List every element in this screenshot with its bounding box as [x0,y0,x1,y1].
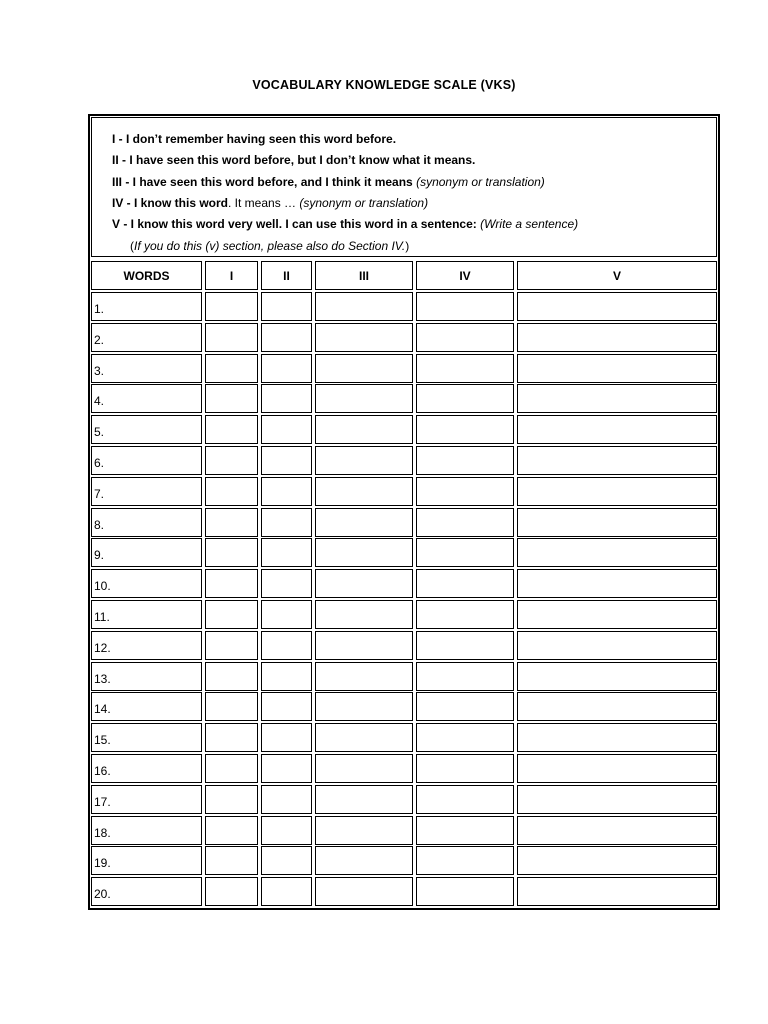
level-1-cell[interactable] [205,446,258,475]
level-2-cell[interactable] [261,877,312,906]
level-4-cell[interactable] [416,785,514,814]
level-5-cell[interactable] [517,446,717,475]
level-4-cell[interactable] [416,415,514,444]
level-3-cell[interactable] [315,446,413,475]
level-5-cell[interactable] [517,816,717,845]
legend-note-open: ( [130,239,134,253]
level-2-cell[interactable] [261,477,312,506]
word-cell: 19. [91,846,202,875]
legend-level-4-hint: (synonym or translation) [299,196,429,210]
level-2-cell[interactable] [261,662,312,691]
word-cell: 14. [91,692,202,721]
level-4-cell[interactable] [416,662,514,691]
level-2-cell[interactable] [261,785,312,814]
level-5-cell[interactable] [517,384,717,413]
level-3-cell[interactable] [315,662,413,691]
word-cell: 2. [91,323,202,352]
level-4-cell[interactable] [416,538,514,567]
word-cell: 13. [91,662,202,691]
level-3-cell[interactable] [315,785,413,814]
level-3-cell[interactable] [315,415,413,444]
level-4-cell[interactable] [416,692,514,721]
level-3-cell[interactable] [315,477,413,506]
header-level-5: V [517,261,717,290]
level-5-cell[interactable] [517,754,717,783]
level-4-cell[interactable] [416,816,514,845]
level-1-cell[interactable] [205,785,258,814]
level-1-cell[interactable] [205,692,258,721]
level-2-cell[interactable] [261,723,312,752]
level-2-cell[interactable] [261,292,312,321]
level-2-cell[interactable] [261,538,312,567]
level-5-cell[interactable] [517,354,717,383]
level-5-cell[interactable] [517,600,717,629]
level-2-cell[interactable] [261,446,312,475]
legend-line-1 [112,132,396,146]
legend-line-6 [130,239,409,253]
legend-line-3 [112,175,545,189]
level-5-cell[interactable] [517,692,717,721]
level-2-cell[interactable] [261,323,312,352]
level-4-cell[interactable] [416,754,514,783]
level-3-cell[interactable] [315,816,413,845]
level-5-cell[interactable] [517,846,717,875]
header-level-2: II [261,261,312,290]
level-4-cell[interactable] [416,292,514,321]
level-4-cell[interactable] [416,569,514,598]
level-3-cell[interactable] [315,354,413,383]
level-1-cell[interactable] [205,477,258,506]
legend-level-4-text: IV - I know this word [112,196,229,210]
level-3-cell[interactable] [315,384,413,413]
level-2-cell[interactable] [261,631,312,660]
word-cell: 9. [91,538,202,567]
level-1-cell[interactable] [205,508,258,537]
legend-level-3-text: III - I have seen this word before, and I think it means [112,175,413,189]
legend-level-5-text: V - I know this word very well. I can use this word in a sentence: [112,217,477,231]
level-3-cell[interactable] [315,538,413,567]
level-3-cell[interactable] [315,508,413,537]
level-3-cell[interactable] [315,292,413,321]
level-5-cell[interactable] [517,569,717,598]
level-2-cell[interactable] [261,384,312,413]
level-5-cell[interactable] [517,631,717,660]
legend-level-5-hint: (Write a sentence) [476,217,579,231]
level-3-cell[interactable] [315,569,413,598]
level-2-cell[interactable] [261,692,312,721]
legend-box [91,117,717,257]
header-level-4: IV [416,261,514,290]
level-5-cell[interactable] [517,323,717,352]
word-cell: 11. [91,600,202,629]
level-2-cell[interactable] [261,754,312,783]
level-1-cell[interactable] [205,816,258,845]
level-5-cell[interactable] [517,415,717,444]
level-1-cell[interactable] [205,415,258,444]
level-4-cell[interactable] [416,846,514,875]
level-1-cell[interactable] [205,754,258,783]
level-5-cell[interactable] [517,662,717,691]
word-cell: 1. [91,292,202,321]
level-3-cell[interactable] [315,877,413,906]
level-2-cell[interactable] [261,354,312,383]
word-cell: 12. [91,631,202,660]
legend-level-3-hint: (synonym or translation) [412,175,545,189]
legend-level-2-text: II - I have seen this word before, but I don’t know what it means. [112,153,476,167]
level-2-cell[interactable] [261,600,312,629]
level-5-cell[interactable] [517,292,717,321]
word-cell: 18. [91,816,202,845]
level-1-cell[interactable] [205,323,258,352]
word-cell: 7. [91,477,202,506]
level-3-cell[interactable] [315,692,413,721]
level-2-cell[interactable] [261,508,312,537]
legend-level-4-means: . It means … [228,196,300,210]
word-cell: 17. [91,785,202,814]
level-4-cell[interactable] [416,384,514,413]
level-2-cell[interactable] [261,846,312,875]
word-cell: 15. [91,723,202,752]
level-4-cell[interactable] [416,508,514,537]
level-4-cell[interactable] [416,631,514,660]
level-4-cell[interactable] [416,600,514,629]
level-4-cell[interactable] [416,723,514,752]
level-2-cell[interactable] [261,415,312,444]
level-4-cell[interactable] [416,477,514,506]
level-5-cell[interactable] [517,477,717,506]
legend-note-text: If you do this (v) section, please also do Section IV. [134,239,406,253]
legend-note-close: ) [405,239,410,253]
level-5-cell[interactable] [517,877,717,906]
level-5-cell[interactable] [517,785,717,814]
level-3-cell[interactable] [315,754,413,783]
header-level-3: III [315,261,413,290]
level-1-cell[interactable] [205,600,258,629]
level-1-cell[interactable] [205,846,258,875]
legend-line-2 [112,153,475,167]
level-2-cell[interactable] [261,569,312,598]
word-cell: 8. [91,508,202,537]
level-1-cell[interactable] [205,292,258,321]
level-5-cell[interactable] [517,508,717,537]
level-1-cell[interactable] [205,538,258,567]
header-level-1: I [205,261,258,290]
level-3-cell[interactable] [315,323,413,352]
header-words: WORDS [91,261,202,290]
legend-line-5 [112,217,578,231]
level-3-cell[interactable] [315,723,413,752]
legend-level-1-text: I - I don’t remember having seen this word before. [112,132,397,146]
level-3-cell[interactable] [315,846,413,875]
level-5-cell[interactable] [517,538,717,567]
page-title: VOCABULARY KNOWLEDGE SCALE (VKS) [252,78,516,92]
level-3-cell[interactable] [315,631,413,660]
level-1-cell[interactable] [205,877,258,906]
word-cell: 6. [91,446,202,475]
level-1-cell[interactable] [205,631,258,660]
level-1-cell[interactable] [205,662,258,691]
word-cell: 4. [91,384,202,413]
legend-line-4 [112,196,428,210]
level-1-cell[interactable] [205,384,258,413]
level-4-cell[interactable] [416,323,514,352]
level-1-cell[interactable] [205,354,258,383]
level-1-cell[interactable] [205,569,258,598]
word-cell: 3. [91,354,202,383]
level-5-cell[interactable] [517,723,717,752]
level-4-cell[interactable] [416,446,514,475]
level-1-cell[interactable] [205,723,258,752]
level-4-cell[interactable] [416,354,514,383]
word-cell: 16. [91,754,202,783]
word-cell: 20. [91,877,202,906]
word-cell: 5. [91,415,202,444]
level-2-cell[interactable] [261,816,312,845]
level-4-cell[interactable] [416,877,514,906]
word-cell: 10. [91,569,202,598]
level-3-cell[interactable] [315,600,413,629]
